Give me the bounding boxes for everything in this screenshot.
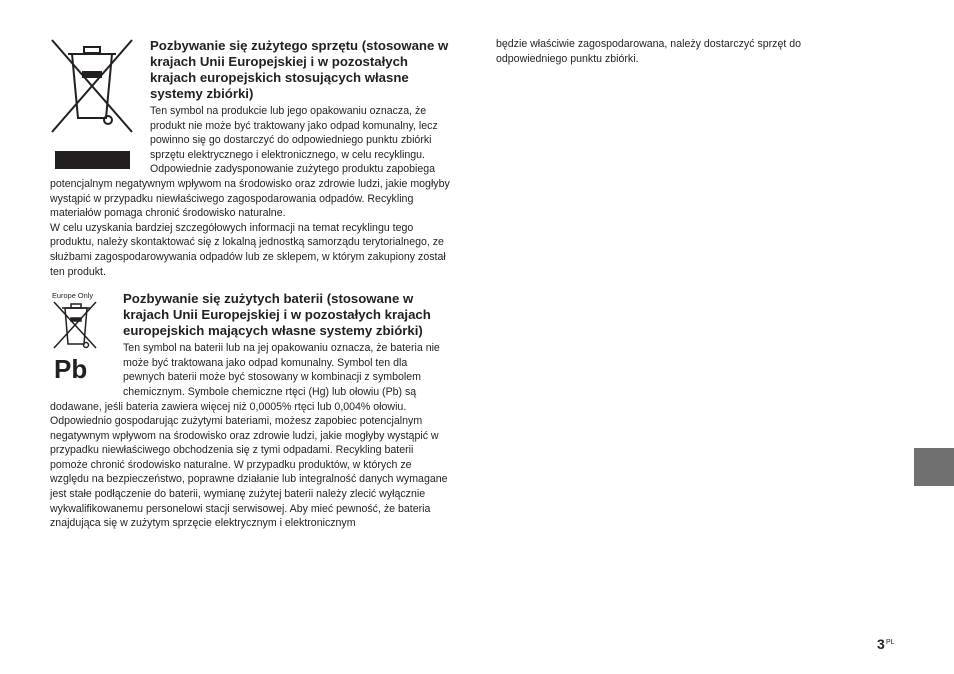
weee-bin-icon (50, 38, 134, 134)
europe-only-label: Europe Only (52, 291, 94, 301)
battery-section (50, 291, 450, 531)
right-column (496, 37, 856, 66)
paragraph: Ten symbol na produkcie lub jego opakowaniu oznacza, że produkt nie może być traktowany jako odpad komunalny, lecz powinno się go dostarczyć do odpowiedniego punktu zbiórki sprzętu elektrycznego i elektronicznego, w celu recyklingu. (150, 105, 438, 161)
pb-symbol: Pb (54, 354, 88, 385)
section-title: Pozbywanie się zużytego sprzętu (stosowane w krajach Unii Europejskiej i w pozostałych krajach europejskich stosujących własne systemy zbiórki) (150, 38, 449, 101)
paragraph: W celu uzyskania bardziej szczegółowych informacji na temat recyklingu tego produktu, należy skontaktować się z lokalną jednostką samorządu terytorialnego, ze służbami zagospodarowywania odpadów lub ze sklepem, w którym zakupiony został ten produkt. (50, 221, 446, 278)
black-bar (55, 151, 130, 169)
page-suffix: PL (886, 639, 895, 646)
page-number: 3 (877, 636, 885, 652)
left-column (50, 38, 450, 531)
section-title: Pozbywanie się zużytych baterii (stosowane w krajach Unii Europejskiej i w pozostałych krajach europejskich mających własne systemy zbiórki) (123, 291, 431, 339)
battery-bin-icon (52, 300, 98, 350)
paragraph: będzie właściwie zagospodarowana, należy dostarczyć sprzęt do odpowiedniego punktu zbiórki. (496, 38, 802, 65)
paragraph: Ten symbol na baterii lub na jej opakowaniu oznacza, że bateria nie może być traktowana jako odpad komunalny. Symbol ten dla pewnych baterii może być stosowany w kombinacji z symbolem chemicznym. Symbole chemiczne rtęci (Hg) lub ołowiu (Pb) są dodawane, jeśli bateria zawiera więcej niż 0,0005% rtęci lub 0,004% ołowiu. (50, 342, 440, 413)
side-tab (914, 448, 954, 486)
battery-disposal-icon (50, 291, 123, 387)
paragraph: Odpowiednie zadysponowanie zużytego produktu zapobiega potencjalnym negatywnym wpływom na środowisko oraz zdrowie ludzi, jakie mogłyby wystąpić w przypadku niewłaściwego zagospodarowania odpadów. Recykling materiałów pomaga chronić środowisko naturalne. (50, 163, 450, 220)
paragraph: Odpowiednio gospodarując zużytymi bateriami, możesz zapobiec potencjalnym negatywnym wpływom na środowisko oraz zdrowie ludzi, jakie mogłyby wystąpić w przypadku niewłaściwego obchodzenia się z tymi odpadami. Recykling baterii pomoże chronić środowisko naturalne. W przypadku produktów, w których ze względu na bezpieczeństwo, poprawne działanie lub integralność danych wymagane jest stałe podłączenie do baterii, wymianę zużytej baterii należy zlecić wyłącznie wykwalifikowanemu personelowi stacji serwisowej. Aby mieć pewność, że bateria znajdująca się w zużytym sprzęcie elektrycznym i elektronicznym (50, 415, 448, 530)
